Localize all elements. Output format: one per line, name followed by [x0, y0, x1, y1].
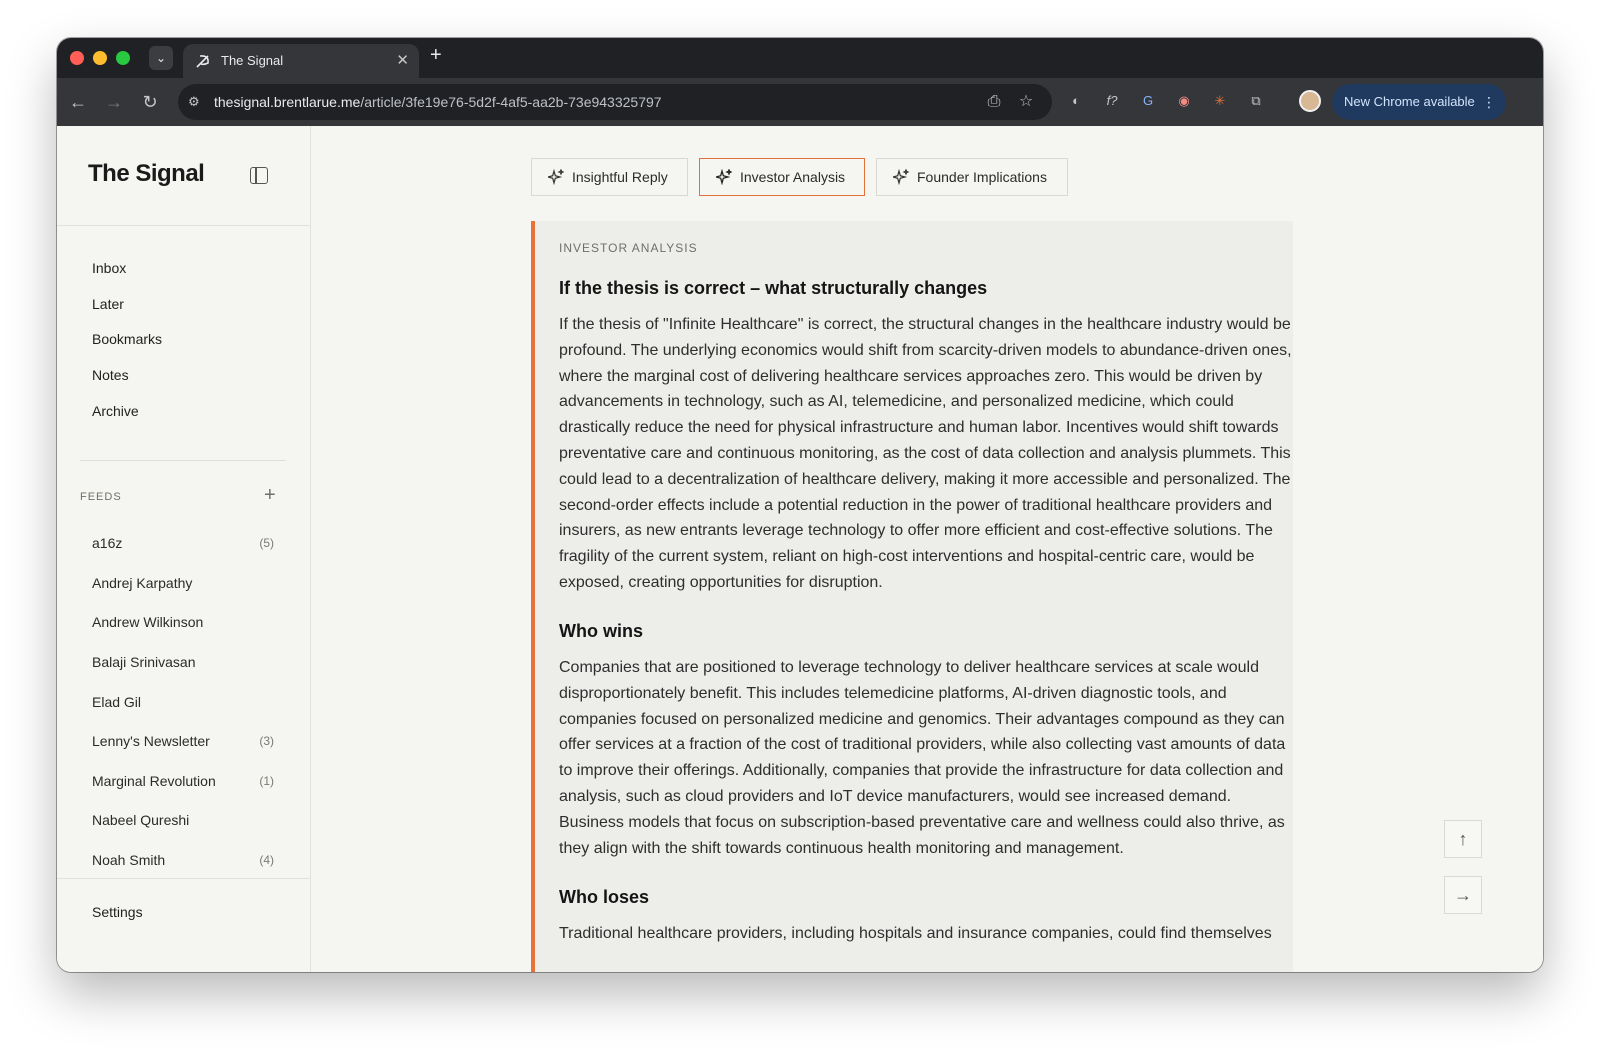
feed-name: Andrej Karpathy	[92, 575, 193, 591]
profile-avatar[interactable]	[1299, 90, 1321, 112]
chrome-update-button[interactable]	[1332, 84, 1506, 120]
back-button[interactable]: ←	[69, 92, 87, 112]
tab-close-icon[interactable]: ✕	[396, 52, 409, 69]
nav-later[interactable]: Later	[92, 296, 124, 312]
feather-icon	[195, 53, 211, 69]
tab-insightful-reply[interactable]	[531, 158, 688, 196]
sparkle-icon	[893, 169, 909, 185]
tab-search-button[interactable]: ⌄	[149, 46, 173, 70]
tab-founder-implications[interactable]	[876, 158, 1068, 196]
close-window-button[interactable]	[70, 51, 84, 65]
feed-name: Balaji Srinivasan	[92, 654, 196, 670]
minimize-window-button[interactable]	[93, 51, 107, 65]
arrow-up-icon[interactable]: ↑	[1444, 820, 1482, 858]
feed-unread-count: (1)	[259, 774, 274, 788]
extension-fx-icon[interactable]: f?	[1106, 93, 1118, 108]
extension-ublock-icon[interactable]: ◉	[1178, 93, 1190, 108]
maximize-window-button[interactable]	[116, 51, 130, 65]
browser-window	[57, 38, 1543, 972]
section-heading: Who wins	[559, 621, 643, 641]
feed-item-noah-smith[interactable]	[92, 852, 274, 868]
tab-title: The Signal	[221, 53, 284, 68]
analysis-panel	[531, 221, 1293, 972]
sidebar	[57, 126, 311, 972]
bookmark-star-icon[interactable]: ☆	[1018, 93, 1034, 110]
feed-name: Noah Smith	[92, 852, 166, 868]
tab-label: Insightful Reply	[572, 169, 668, 185]
feed-name: Nabeel Qureshi	[92, 812, 190, 828]
nav-settings[interactable]: Settings	[92, 904, 143, 920]
feed-item-marginal-revolution[interactable]	[92, 773, 274, 789]
tab-label: Investor Analysis	[740, 169, 846, 185]
section-heading: Who loses	[559, 887, 650, 907]
feed-name: Marginal Revolution	[92, 773, 216, 789]
nav-inbox[interactable]: Inbox	[92, 260, 127, 276]
feed-unread-count: (5)	[259, 536, 274, 550]
section-body: If the thesis of "Infinite Healthcare" is correct, the structural changes in the healthcare industry would be profound. The underlying economics would shift from scarcity-driven models to abundance-driven ones, where the marginal cost of delivering healthcare services approaches zero. This would be driven by advancements in technology, such as AI, telemedicine, and personalized medicine, which could drastically reduce the need for physical infrastructure and human labor. Incentives would shift towards preventative care and continuous monitoring, as the cost of data collection and analysis plummets. This could lead to a decentralization of healthcare delivery, making it more accessible and personalized. The second-order effects include a potential reduction in the power of traditional healthcare providers and insurers, as new entrants leverage technology to offer more efficient and cost-effective solutions. The fragility of the current system, reliant on high-cost interventions and hospital-centric care, would be exposed, creating opportunities for disruption.	[559, 316, 1292, 591]
new-tab-button[interactable]: +	[430, 44, 442, 66]
add-feed-button[interactable]: +	[264, 484, 276, 506]
app-brand: The Signal	[88, 160, 205, 187]
section-heading: If the thesis is correct – what structurally changes	[559, 278, 988, 298]
section-body: Traditional healthcare providers, including hospitals and insurance companies, could find themselves	[559, 925, 1272, 942]
extension-claude-icon[interactable]: ✳	[1214, 93, 1226, 108]
divider	[80, 460, 286, 461]
reload-button[interactable]: ↻	[142, 92, 158, 112]
browser-toolbar	[57, 78, 1543, 126]
browser-tab[interactable]	[183, 44, 419, 78]
install-app-icon[interactable]: ⎙	[987, 93, 1001, 110]
nav-archive[interactable]: Archive	[92, 403, 139, 419]
section-body: Companies that are positioned to leverage technology to deliver healthcare services at scale would disproportionately benefit. This includes telemedicine platforms, AI-driven diagnostic tools, and companies focused on personalized medicine and genomics. Their advantages compound as they can offer services at a fraction of the cost of traditional providers, while also collecting vast amounts of data to improve their offerings. Additionally, companies that provide the infrastructure for data collection and analysis, such as cloud providers and IoT device manufacturers, would see increased demand. Business models that focus on subscription-based preventative care and wellness could also thrive, as they align with the shift towards continuous health monitoring and management.	[559, 659, 1286, 857]
extension-translate-icon[interactable]: G	[1142, 93, 1154, 108]
feed-unread-count: (3)	[259, 734, 274, 748]
feed-item-nabeel-qureshi[interactable]	[92, 812, 274, 828]
chrome-update-label: New Chrome available	[1344, 94, 1475, 109]
feed-item-andrej-karpathy[interactable]	[92, 575, 274, 591]
feed-name: a16z	[92, 535, 123, 551]
feed-name: Elad Gil	[92, 694, 142, 710]
sidebar-toggle-icon[interactable]	[250, 167, 268, 184]
feed-name: Andrew Wilkinson	[92, 614, 204, 630]
feed-item-elad-gil[interactable]	[92, 694, 274, 710]
feed-item-lennys-newsletter[interactable]	[92, 733, 274, 749]
url-text: thesignal.brentlarue.me/article/3fe19e76-5d2f-4af5-aa2b-73e943325797	[214, 94, 662, 110]
feed-item-a16z[interactable]	[92, 535, 274, 551]
arrow-right-icon[interactable]: →	[1444, 876, 1482, 914]
sparkle-icon	[716, 169, 732, 185]
divider	[57, 225, 310, 226]
tab-label: Founder Implications	[917, 169, 1047, 185]
nav-bookmarks[interactable]: Bookmarks	[92, 331, 163, 347]
feeds-heading: FEEDS	[80, 491, 122, 503]
divider	[57, 878, 310, 879]
tab-investor-analysis[interactable]	[699, 158, 865, 196]
extension-1password-icon[interactable]: ◐	[1072, 93, 1080, 108]
more-menu-icon[interactable]: ⋮	[1482, 94, 1496, 110]
nav-notes[interactable]: Notes	[92, 367, 129, 383]
sparkle-icon	[548, 169, 564, 185]
feed-item-balaji-srinivasan[interactable]	[92, 654, 274, 670]
tab-strip	[57, 38, 1543, 78]
site-settings-icon[interactable]: ⚙	[188, 94, 200, 109]
extensions-puzzle-icon[interactable]: ⧉	[1251, 93, 1261, 108]
main-content	[311, 126, 1543, 972]
address-bar[interactable]	[178, 84, 1052, 120]
feed-unread-count: (4)	[259, 853, 274, 867]
forward-button[interactable]: →	[105, 92, 123, 112]
feed-name: Lenny's Newsletter	[92, 733, 210, 749]
panel-label: INVESTOR ANALYSIS	[559, 241, 698, 255]
feed-item-andrew-wilkinson[interactable]	[92, 614, 274, 630]
